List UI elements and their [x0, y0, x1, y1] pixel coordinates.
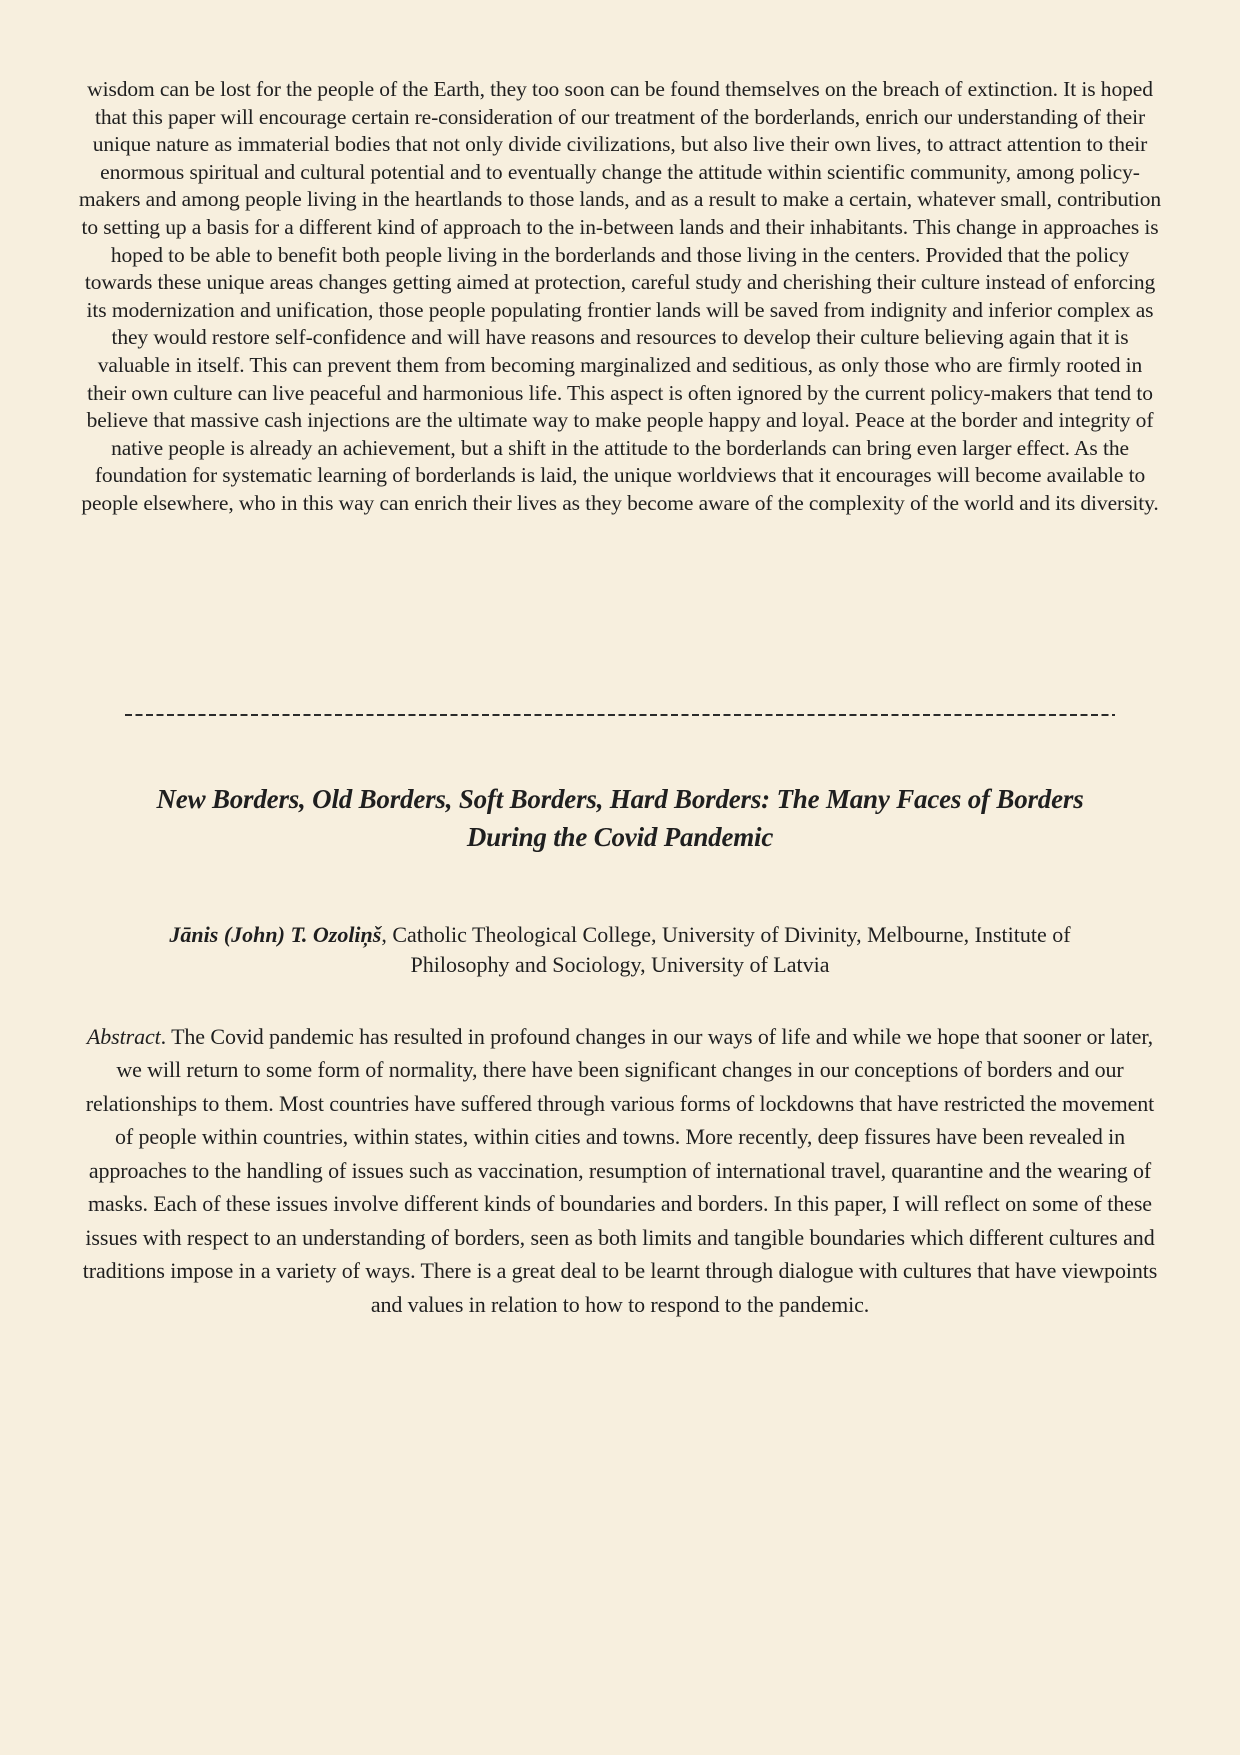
abstract-label: Abstract	[86, 1023, 161, 1049]
paper-title: New Borders, Old Borders, Soft Borders, Hard Borders: The Many Faces of Borders During the Covid Pandemic	[156, 783, 1084, 852]
abstract-text: The Covid pandemic has resulted in profound changes in our ways of life and while we hope that sooner or later, we will return to some form of normality, there have been significant changes in our conceptions of borders and our relationships to them. Most countries have suffered through various forms of lockdowns that have restricted the movement of people within countries, within states, within cities and towns. More recently, deep fissures have been revealed in approaches to the handling of issues such as vaccination, resumption of international travel, quarantine and the wearing of masks. Each of these issues involve different kinds of boundaries and borders. In this paper, I will reflect on some of these issues with respect to an understanding of borders, seen as both limits and tangible boundaries which different cultures and traditions impose in a variety of ways. There is a great deal to be learnt through dialogue with cultures that have viewpoints and values in relation to how to respond to the pandemic.	[82, 1023, 1158, 1317]
author-affiliation: , Catholic Theological College, University of Divinity, Melbourne, Institute of Philosophy and Sociology, University of Latvia	[381, 921, 1071, 977]
intro-paragraph: wisdom can be lost for the people of the Earth, they too soon can be found themselves on the breach of extinction. It is hoped that this paper will encourage certain re-consideration of our treatment of the borderlands, enrich our understanding of their unique nature as immaterial bodies that not only divide civilizations, but also live their own lives, to attract attention to their enormous spiritual and cultural potential and to eventually change the attitude within scientific community, among policy-makers and among people living in the heartlands to those lands, and as a result to make a certain, whatever small, contribution to setting up a basis for a different kind of approach to the in-between lands and their inhabitants. This change in approaches is hoped to be able to benefit both people living in the borderlands and those living in the centers. Provided that the policy towards these unique areas changes getting aimed at protection, careful study and cherishing their culture instead of enforcing its modernization and unification, those people populating frontier lands will be saved from indignity and inferior complex as they would restore self-confidence and will have reasons and resources to develop their culture believing again that it is valuable in itself. This can prevent them from becoming marginalized and seditious, as only those who are firmly rooted in their own culture can live peaceful and harmonious life. This aspect is often ignored by the current policy-makers that tend to believe that massive cash injections are the ultimate way to make people happy and loyal. Peace at the border and integrity of native people is already an achievement, but a shift in the attitude to the borderlands can bring even larger effect. As the foundation for systematic learning of borderlands is laid, the unique worldviews that it encourages will become available to people elsewhere, who in this way can enrich their lives as they become aware of the complexity of the world and its diversity.	[78, 77, 1162, 515]
author-name: Jānis (John) T. Ozoliņš	[169, 921, 382, 947]
author-line	[140, 920, 1100, 980]
dashed-divider	[125, 714, 1115, 716]
abstract-separator: .	[160, 1023, 172, 1049]
abstract-paragraph	[78, 1020, 1162, 1322]
